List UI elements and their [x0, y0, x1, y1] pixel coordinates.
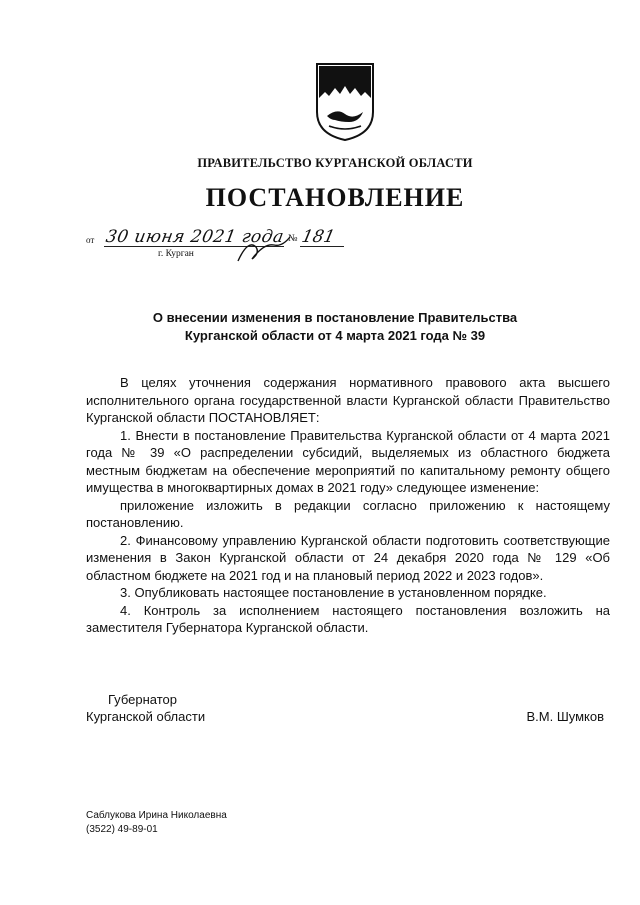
- subject-line-2: Курганской области от 4 марта 2021 года № 39: [184, 328, 486, 343]
- body-paragraph-preamble: В целях уточнения содержания нормативного правового акта высшего исполнительного органа государственной власти Курганской области Правительство Курганской области ПОСТАНОВЛЯЕТ:: [86, 375, 610, 425]
- coat-of-arms-emblem: [315, 62, 375, 142]
- signatory-name: В.М. Шумков: [526, 709, 604, 724]
- body-paragraph-item-4: 4. Контроль за исполнением настоящего постановления возложить на заместителя Губернатора Курганской области.: [86, 602, 610, 635]
- subject-line-1: О внесении изменения в постановление Правительства: [152, 310, 518, 325]
- signatory-position-line-2: Курганской области: [86, 709, 206, 724]
- executor-phone: (3522) 49-89-01: [86, 824, 158, 835]
- document-type-title: ПОСТАНОВЛЕНИЕ: [205, 183, 465, 212]
- organization-title: ПРАВИТЕЛЬСТВО КУРГАНСКОЙ ОБЛАСТИ: [197, 156, 473, 170]
- document-body: [86, 374, 610, 637]
- handwritten-date: 30 июня 2021 года: [104, 227, 286, 247]
- subject-heading: [0, 309, 640, 345]
- from-label: от: [86, 235, 95, 245]
- handwritten-number: 181: [299, 227, 337, 247]
- executor-name: Саблукова Ирина Николаевна: [86, 810, 227, 821]
- number-underline: [300, 246, 344, 247]
- city-label: г. Курган: [158, 249, 194, 259]
- date-number-line: [84, 227, 364, 267]
- body-paragraph-item-2: 2. Финансовому управлению Курганской области подготовить соответствующие изменения в Закон Курганской области от 24 декабря 2020 года № 129 «Об областном бюджете на 2021 год и на плановый период 2022 и 2023 годов».: [86, 532, 610, 583]
- executor-info: [86, 809, 227, 837]
- number-label: №: [288, 233, 298, 244]
- body-paragraph-item-3: 3. Опубликовать настоящее постановление в установленном порядке.: [120, 585, 547, 600]
- body-paragraph-item-1: 1. Внести в постановление Правительства Курганской области от 4 марта 2021 года № 39 «О распределении субсидий, выделяемых из областного бюджета местным бюджетам на обеспечение мероприятий по капитальному ремонту общего имущества в многоквартирных домах в 2021 году» следующее изменение:: [86, 427, 610, 495]
- handwritten-stroke-icon: [234, 233, 294, 265]
- signatory-position-line-1: Губернатор: [108, 692, 177, 707]
- body-paragraph-item-1-change: приложение изложить в редакции согласно приложению к настоящему постановлению.: [86, 497, 610, 530]
